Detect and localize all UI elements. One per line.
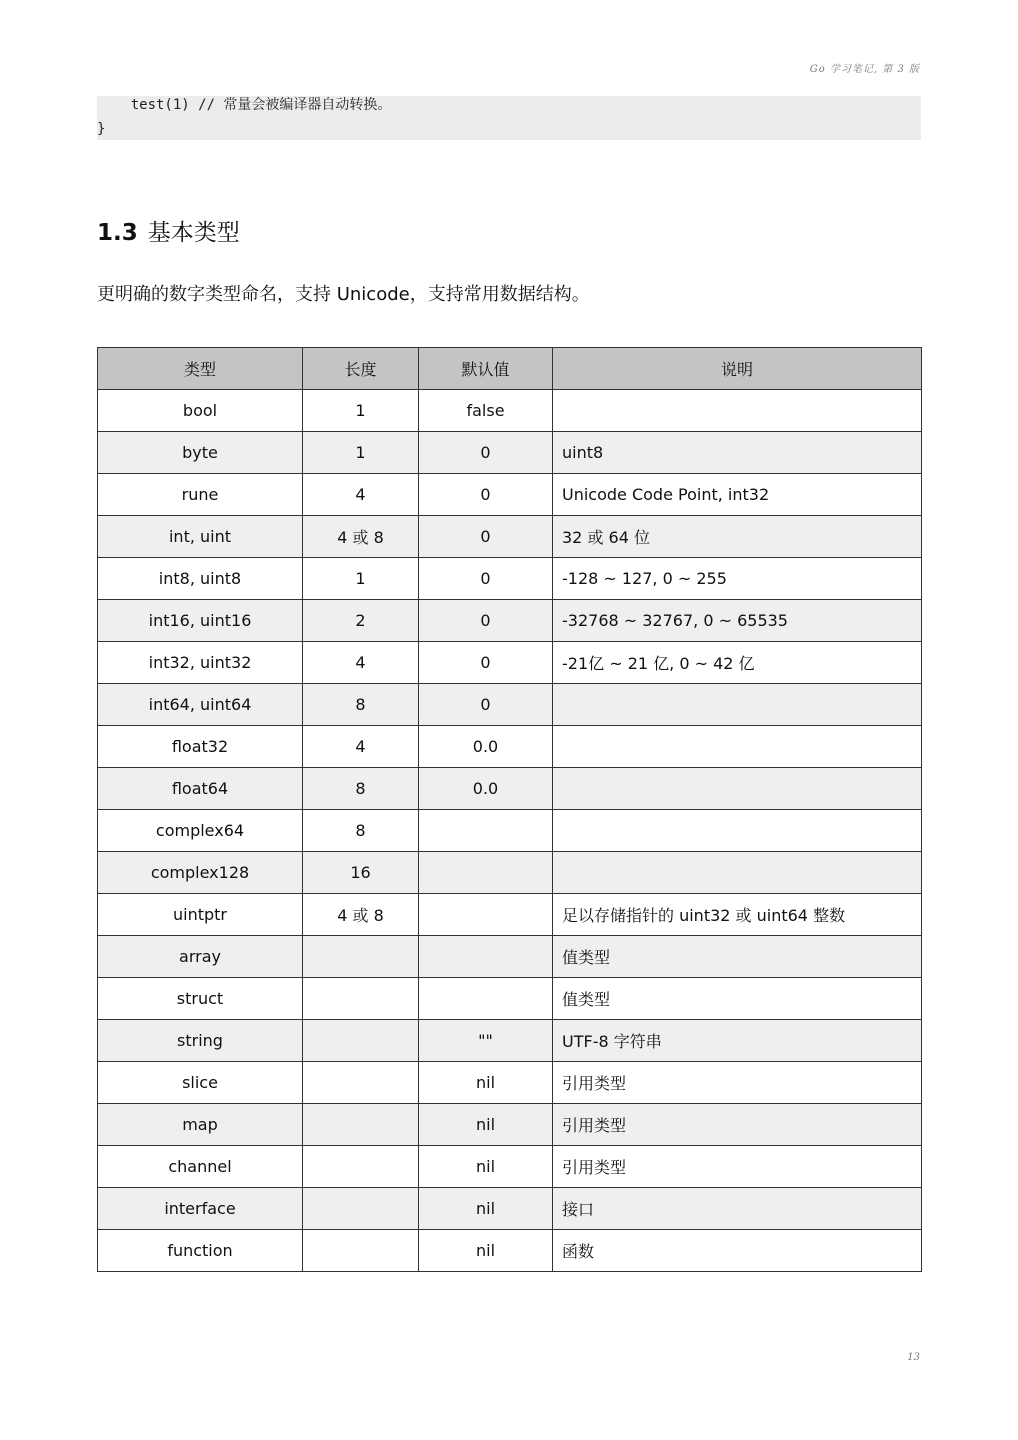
code-line: test(1) // 常量会被编译器自动转换。 (97, 97, 392, 113)
table-row (98, 1062, 922, 1104)
table-row (98, 810, 922, 852)
cell-description: 32 或 64 位 (553, 516, 922, 558)
table-row (98, 516, 922, 558)
cell-type: int32, uint32 (98, 642, 303, 684)
table-row (98, 978, 922, 1020)
cell-type: rune (98, 474, 303, 516)
cell-length: 4 (303, 726, 419, 768)
cell-length: 4 或 8 (303, 894, 419, 936)
intro-paragraph: 更明确的数字类型命名，支持 Unicode，支持常用数据结构。 (97, 284, 590, 305)
cell-description: Unicode Code Point, int32 (553, 474, 922, 516)
cell-type: int16, uint16 (98, 600, 303, 642)
table-row (98, 1104, 922, 1146)
column-header-default: 默认值 (419, 348, 553, 390)
table-row (98, 390, 922, 432)
cell-description: 值类型 (553, 936, 922, 978)
table-row (98, 1230, 922, 1272)
cell-default: 0.0 (419, 726, 553, 768)
cell-length: 8 (303, 810, 419, 852)
section-title (97, 214, 240, 247)
cell-description: -128 ~ 127, 0 ~ 255 (553, 558, 922, 600)
cell-type: struct (98, 978, 303, 1020)
cell-type: channel (98, 1146, 303, 1188)
code-line: } (97, 121, 106, 137)
cell-description (553, 390, 922, 432)
section-heading-text: 基本类型 (147, 220, 240, 246)
table-row (98, 432, 922, 474)
cell-type: int8, uint8 (98, 558, 303, 600)
cell-length (303, 1146, 419, 1188)
cell-length: 1 (303, 390, 419, 432)
table-row (98, 768, 922, 810)
cell-default (419, 852, 553, 894)
cell-default: nil (419, 1230, 553, 1272)
cell-description: -32768 ~ 32767, 0 ~ 65535 (553, 600, 922, 642)
cell-description (553, 768, 922, 810)
cell-type: int64, uint64 (98, 684, 303, 726)
table-row (98, 1146, 922, 1188)
basic-types-table (97, 347, 922, 1272)
cell-description: 足以存储指针的 uint32 或 uint64 整数 (553, 894, 922, 936)
cell-default: nil (419, 1146, 553, 1188)
cell-description: 接口 (553, 1188, 922, 1230)
cell-type: complex64 (98, 810, 303, 852)
table-row (98, 852, 922, 894)
cell-default: 0 (419, 642, 553, 684)
cell-default: nil (419, 1062, 553, 1104)
cell-length (303, 1104, 419, 1146)
table-row (98, 600, 922, 642)
cell-length: 4 或 8 (303, 516, 419, 558)
cell-default: 0.0 (419, 768, 553, 810)
table-row (98, 684, 922, 726)
table-row (98, 558, 922, 600)
cell-description: 引用类型 (553, 1104, 922, 1146)
table-row (98, 642, 922, 684)
table-body (98, 390, 922, 1272)
cell-default: nil (419, 1188, 553, 1230)
cell-description: -21亿 ~ 21 亿, 0 ~ 42 亿 (553, 642, 922, 684)
cell-description (553, 726, 922, 768)
table-row (98, 474, 922, 516)
cell-type: string (98, 1020, 303, 1062)
cell-type: float32 (98, 726, 303, 768)
cell-type: int, uint (98, 516, 303, 558)
cell-description (553, 684, 922, 726)
cell-type: interface (98, 1188, 303, 1230)
cell-default: 0 (419, 516, 553, 558)
table-row (98, 1188, 922, 1230)
cell-default: nil (419, 1104, 553, 1146)
table-row (98, 1020, 922, 1062)
cell-default (419, 894, 553, 936)
cell-default: 0 (419, 432, 553, 474)
cell-description: UTF-8 字符串 (553, 1020, 922, 1062)
cell-description (553, 852, 922, 894)
cell-default: 0 (419, 600, 553, 642)
cell-length: 4 (303, 642, 419, 684)
cell-type: bool (98, 390, 303, 432)
cell-description (553, 810, 922, 852)
cell-type: array (98, 936, 303, 978)
cell-length: 8 (303, 684, 419, 726)
code-block (97, 96, 921, 140)
column-header-length: 长度 (303, 348, 419, 390)
cell-default: 0 (419, 684, 553, 726)
column-header-description: 说明 (553, 348, 922, 390)
cell-default (419, 936, 553, 978)
cell-description: 值类型 (553, 978, 922, 1020)
cell-length: 1 (303, 558, 419, 600)
running-header: Go 学习笔记, 第 3 版 (809, 64, 920, 75)
cell-type: function (98, 1230, 303, 1272)
column-header-type: 类型 (98, 348, 303, 390)
table-row (98, 894, 922, 936)
cell-length: 8 (303, 768, 419, 810)
cell-description: 函数 (553, 1230, 922, 1272)
cell-length: 4 (303, 474, 419, 516)
cell-default: 0 (419, 474, 553, 516)
cell-default: "" (419, 1020, 553, 1062)
cell-length (303, 1230, 419, 1272)
section-number: 1.3 (97, 220, 138, 246)
cell-default: 0 (419, 558, 553, 600)
table-row (98, 936, 922, 978)
cell-type: map (98, 1104, 303, 1146)
cell-description: 引用类型 (553, 1062, 922, 1104)
cell-default: false (419, 390, 553, 432)
cell-description: uint8 (553, 432, 922, 474)
cell-type: uintptr (98, 894, 303, 936)
cell-length: 16 (303, 852, 419, 894)
cell-description: 引用类型 (553, 1146, 922, 1188)
page-number: 13 (907, 1352, 920, 1363)
cell-type: float64 (98, 768, 303, 810)
cell-type: complex128 (98, 852, 303, 894)
cell-length (303, 936, 419, 978)
cell-length (303, 1020, 419, 1062)
table-header-row (98, 348, 922, 390)
cell-length (303, 978, 419, 1020)
cell-length (303, 1188, 419, 1230)
cell-length: 2 (303, 600, 419, 642)
cell-default (419, 810, 553, 852)
cell-default (419, 978, 553, 1020)
cell-length (303, 1062, 419, 1104)
cell-type: byte (98, 432, 303, 474)
cell-length: 1 (303, 432, 419, 474)
cell-type: slice (98, 1062, 303, 1104)
table-row (98, 726, 922, 768)
